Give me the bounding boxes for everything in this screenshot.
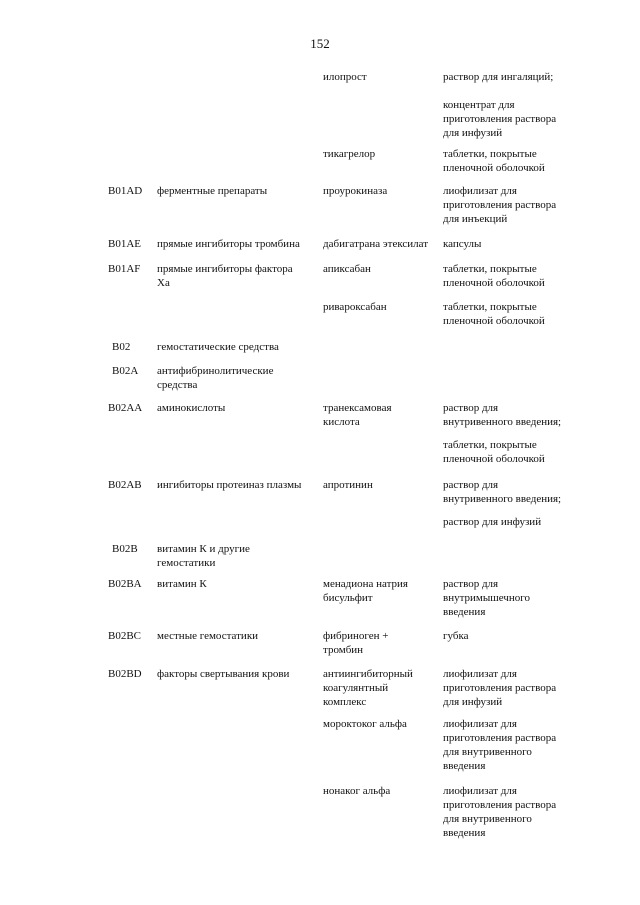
drug-name-cell: апиксабан xyxy=(323,263,371,275)
dosage-form-cell: раствор для внутривенного введения; xyxy=(443,402,562,428)
group-name-cell: витамин К xyxy=(157,578,207,590)
dosage-form-cell: раствор для внутривенного введения; xyxy=(443,479,562,505)
dosage-form-cell: таблетки, покрытые пленочной оболочкой xyxy=(443,439,545,465)
atc-code-cell: B02BC xyxy=(108,630,142,642)
group-name-cell: антифибринолитические средства xyxy=(157,365,274,391)
dosage-form-cell: раствор для инфузий xyxy=(443,516,542,528)
atc-code-cell: B02B xyxy=(112,543,138,555)
atc-code-cell: B02A xyxy=(112,365,139,377)
atc-code-cell: B02AB xyxy=(108,479,142,491)
group-name-cell: прямые ингибиторы тромбина xyxy=(157,238,300,250)
atc-code-cell: B02AA xyxy=(108,402,143,414)
atc-code-cell: B01AE xyxy=(108,238,141,250)
dosage-form-cell: губка xyxy=(443,630,469,642)
drug-name-cell: транексамовая кислота xyxy=(323,402,392,428)
dosage-form-cell: таблетки, покрытые пленочной оболочкой xyxy=(443,263,545,289)
atc-code-cell: B02BA xyxy=(108,578,142,590)
drug-name-cell: апротинин xyxy=(323,479,373,491)
group-name-cell: факторы свертывания крови xyxy=(157,668,290,680)
dosage-form-cell: капсулы xyxy=(443,238,482,250)
drug-name-cell: проурокиназа xyxy=(323,185,388,197)
drug-name-cell: мороктоког альфа xyxy=(323,718,407,730)
drug-name-cell: тикагрелор xyxy=(323,148,376,160)
group-name-cell: витамин К и другие гемостатики xyxy=(157,543,250,569)
group-name-cell: ферментные препараты xyxy=(157,185,268,197)
drug-name-cell: нонаког альфа xyxy=(323,785,391,797)
atc-code-cell: B01AF xyxy=(108,263,141,275)
dosage-form-cell: концентрат для приготовления раствора для инфузий xyxy=(443,99,557,139)
dosage-form-cell: лиофилизат для приготовления раствора для внутривенного введения xyxy=(443,785,557,839)
atc-code-cell: B02 xyxy=(112,341,131,353)
dosage-form-cell: лиофилизат для приготовления раствора для внутривенного введения xyxy=(443,718,557,772)
drug-name-cell: фибриноген + тромбин xyxy=(323,630,389,656)
drug-name-cell: менадиона натрия бисульфит xyxy=(323,578,408,604)
page-number: 152 xyxy=(310,36,330,51)
dosage-form-cell: раствор для ингаляций; xyxy=(443,71,554,83)
group-name-cell: гемостатические средства xyxy=(157,341,279,353)
dosage-form-cell: таблетки, покрытые пленочной оболочкой xyxy=(443,301,545,327)
drug-name-cell: антиингибиторный коагулянтный комплекс xyxy=(323,668,413,708)
drug-name-cell: илопрост xyxy=(323,71,367,83)
atc-code-cell: B01AD xyxy=(108,185,143,197)
dosage-form-cell: лиофилизат для приготовления раствора для инфузий xyxy=(443,668,557,708)
dosage-form-cell: раствор для внутримышечного введения xyxy=(443,578,530,618)
atc-code-cell: B02BD xyxy=(108,668,142,680)
drug-name-cell: ривароксабан xyxy=(323,301,387,313)
dosage-form-cell: лиофилизат для приготовления раствора для инъекций xyxy=(443,185,557,225)
drug-name-cell: дабигатрана этексилат xyxy=(323,238,429,250)
dosage-form-cell: таблетки, покрытые пленочной оболочкой xyxy=(443,148,545,174)
group-name-cell: местные гемостатики xyxy=(157,630,259,642)
group-name-cell: ингибиторы протеиназ плазмы xyxy=(157,479,302,491)
group-name-cell: прямые ингибиторы фактора Ха xyxy=(157,263,293,289)
group-name-cell: аминокислоты xyxy=(157,402,226,414)
